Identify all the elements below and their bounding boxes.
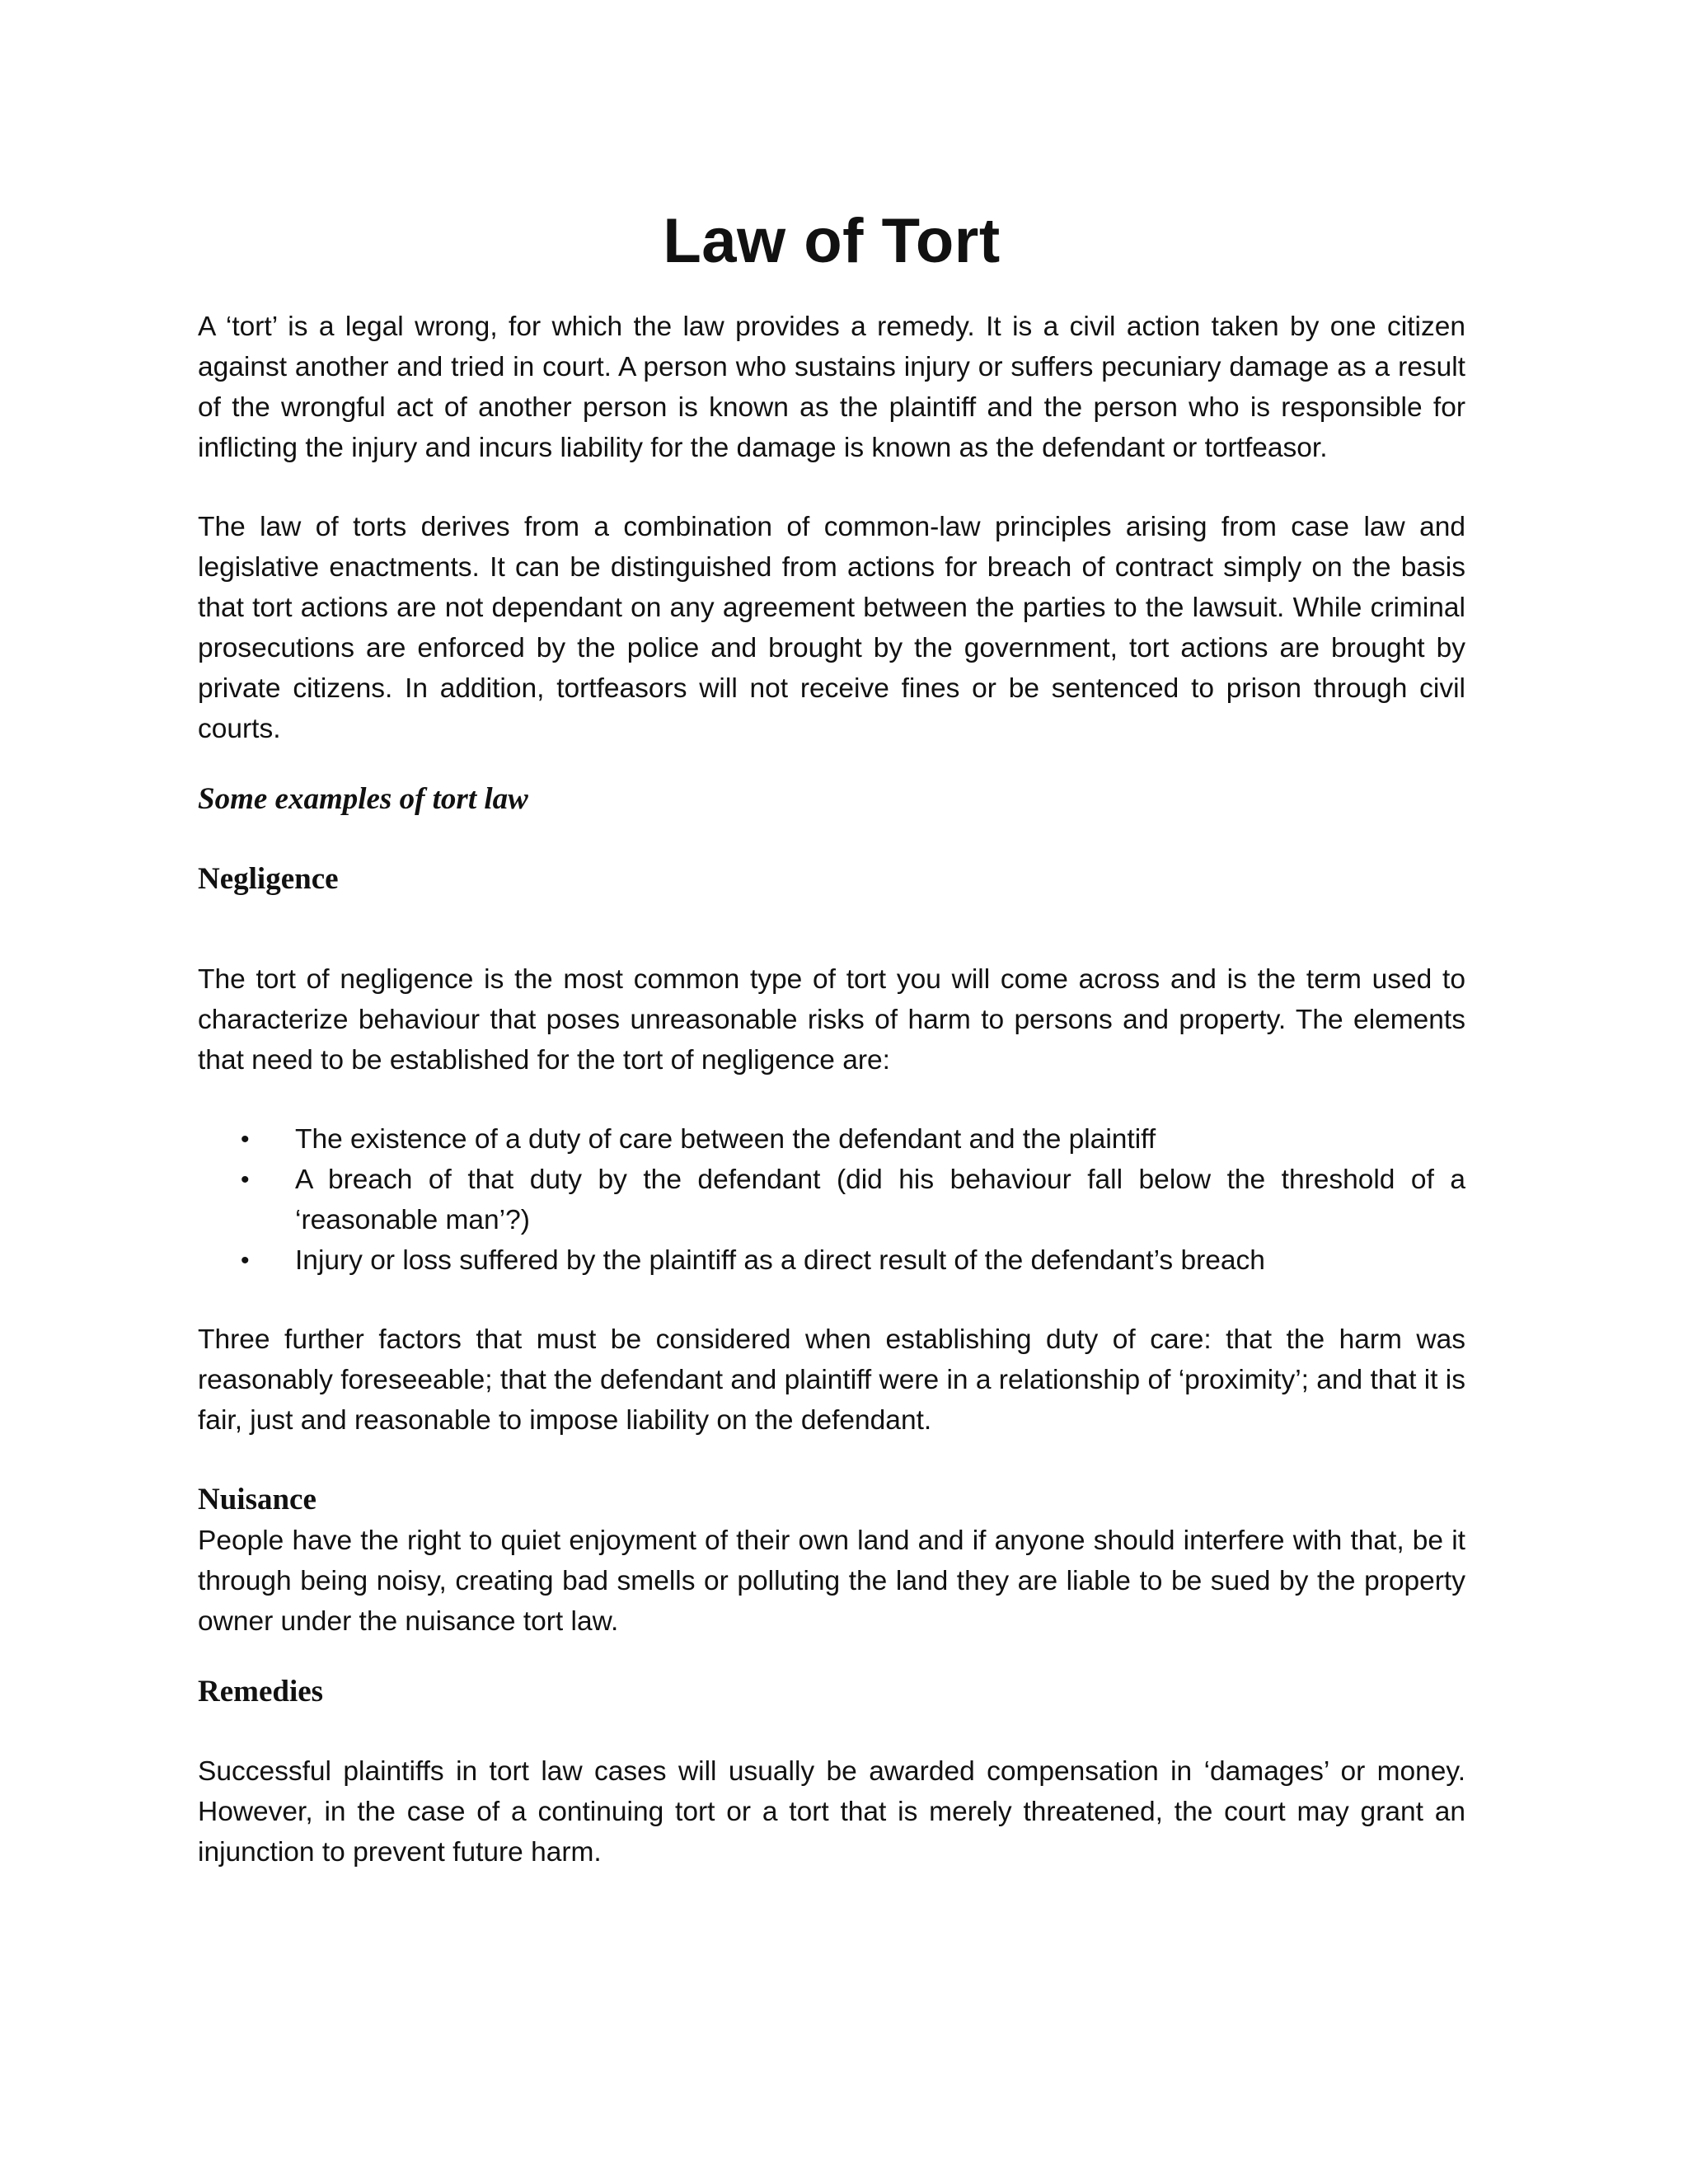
duty-of-care-factors-paragraph: Three further factors that must be considered when establishing duty of care: that the harm was reasonably foreseeable; that the defendant and plaintiff were in a relationship of ‘proximity’; and that it is fair, just and reasonable to impose liability on the defendant. bbox=[198, 1324, 1465, 1436]
paragraph-spacer bbox=[198, 749, 1465, 779]
intro-paragraph-2: The law of torts derives from a combination of common-law principles arising from case law and legislative enactments. It can be distinguished from actions for breach of contract simply on the basis that tort actions are not dependant on any agreement between the parties to the lawsuit. While criminal prosecutions are enforced by the police and brought by the government, tort actions are brought by private citizens. In addition, tortfeasors will not receive fines or be sentenced to prison through civil courts. bbox=[198, 512, 1465, 744]
nuisance-paragraph: People have the right to quiet enjoyment of their own land and if anyone should interfere with that, be it through being noisy, creating bad smells or polluting the land they are liable to be sued by the property owner under the nuisance tort law. bbox=[198, 1526, 1465, 1637]
paragraph-spacer bbox=[198, 820, 1465, 859]
list-item-text: A breach of that duty by the defendant (did his behaviour fall below the threshold of a ‘reasonable man’?) bbox=[295, 1165, 1465, 1235]
document-title: Law of Tort bbox=[663, 206, 1001, 276]
paragraph-spacer bbox=[198, 1642, 1465, 1671]
negligence-elements-list bbox=[198, 1119, 1465, 1281]
bullet-icon: • bbox=[241, 1126, 250, 1153]
paragraph-spacer bbox=[198, 1713, 1465, 1751]
paragraph-spacer bbox=[198, 1080, 1465, 1119]
remedies-heading: Remedies bbox=[198, 1675, 324, 1708]
paragraph-spacer bbox=[198, 1281, 1465, 1319]
negligence-paragraph: The tort of negligence is the most common type of tort you will come across and is the term used to characterize behaviour that poses unreasonable risks of harm to persons and property. The elements that need to be established for the tort of negligence are: bbox=[198, 964, 1465, 1076]
remedies-paragraph: Successful plaintiffs in tort law cases will usually be awarded compensation in ‘damages’ or money. However, in the case of a continuing tort or a tort that is merely threatened, the court may grant an injunction to prevent future harm. bbox=[198, 1756, 1465, 1868]
list-item bbox=[198, 1160, 1465, 1240]
paragraph-spacer bbox=[198, 900, 1465, 959]
negligence-heading: Negligence bbox=[198, 862, 339, 896]
document-content bbox=[198, 204, 1465, 1872]
list-item bbox=[198, 1240, 1465, 1281]
paragraph-spacer bbox=[198, 1441, 1465, 1479]
bullet-icon: • bbox=[241, 1166, 250, 1193]
nuisance-heading: Nuisance bbox=[198, 1483, 316, 1516]
examples-heading: Some examples of tort law bbox=[198, 782, 528, 816]
list-item-text: The existence of a duty of care between the defendant and the plaintiff bbox=[295, 1124, 1156, 1155]
list-item-text: Injury or loss suffered by the plaintiff as a direct result of the defendant’s breach bbox=[295, 1245, 1265, 1276]
bullet-icon: • bbox=[241, 1247, 250, 1274]
paragraph-spacer bbox=[198, 468, 1465, 507]
list-item bbox=[198, 1119, 1465, 1160]
intro-paragraph-1: A ‘tort’ is a legal wrong, for which the law provides a remedy. It is a civil action taken by one citizen against another and tried in court. A person who sustains injury or suffers pecuniary damage as a result of the wrongful act of another person is known as the plaintiff and the person who is responsible for inflicting the injury and incurs liability for the damage is known as the defendant or tortfeasor. bbox=[198, 312, 1465, 463]
